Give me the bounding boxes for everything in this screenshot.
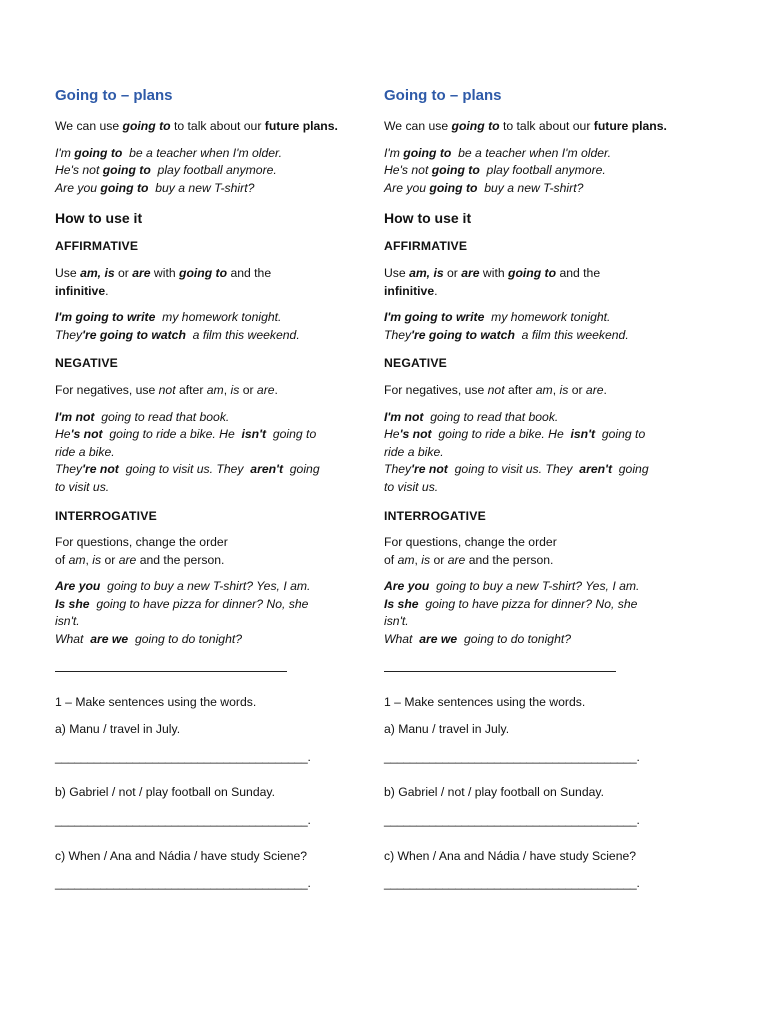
example-sentence: to visit us.	[384, 479, 439, 494]
example-sentence: I'm going to write my homework tonight.	[55, 310, 282, 325]
example-sentence: He's not going to play football anymore.	[55, 163, 277, 178]
example-sentence: isn't.	[55, 614, 80, 629]
example-sentence: They're going to watch a film this weekend.	[384, 327, 629, 342]
exercise-instruction: 1 – Make sentences using the words.	[384, 694, 586, 709]
affirmative-rule: Use am, is or are with going to and the infinitive.	[384, 265, 601, 298]
negative-rule: For negatives, use not after am, is or are.	[384, 382, 607, 397]
negative-rule: For negatives, use not after am, is or are.	[55, 382, 278, 397]
example-sentence: I'm going to be a teacher when I'm older.	[55, 145, 283, 160]
exercise-instruction: 1 – Make sentences using the words.	[55, 694, 257, 709]
answer-blank: _______________________________________.	[55, 749, 311, 764]
intro-examples	[55, 145, 345, 198]
exercise-item: b) Gabriel / not / play football on Sunday.	[384, 785, 604, 800]
section-divider	[55, 671, 287, 672]
affirmative-examples	[55, 309, 345, 344]
section-divider	[384, 671, 616, 672]
example-sentence: They're not going to visit us. They aren't going	[55, 462, 320, 477]
answer-blank: _______________________________________.	[55, 876, 311, 891]
interrogative-examples	[55, 578, 345, 648]
exercise-item: a) Manu / travel in July.	[55, 722, 181, 737]
affirmative-heading: AFFIRMATIVE	[384, 239, 468, 254]
example-sentence: What are we going to do tonight?	[384, 632, 572, 647]
interrogative-rule: For questions, change the order of am, is or are and the person.	[55, 535, 228, 567]
answer-blank: _______________________________________.	[384, 749, 640, 764]
intro-paragraph: We can use going to to talk about our future plans.	[384, 119, 667, 133]
worksheet-title: Going to – plans	[384, 87, 502, 104]
negative-examples	[384, 409, 674, 497]
interrogative-heading: INTERROGATIVE	[384, 508, 486, 523]
affirmative-heading: AFFIRMATIVE	[55, 239, 139, 254]
how-to-heading: How to use it	[384, 210, 472, 227]
example-sentence: I'm not going to read that book.	[55, 409, 230, 424]
worksheet-column-right	[384, 86, 674, 911]
example-sentence: Is she going to have pizza for dinner? No, she	[55, 596, 309, 611]
example-sentence: Are you going to buy a new T-shirt? Yes, I am.	[384, 579, 640, 594]
how-to-heading: How to use it	[55, 210, 143, 227]
answer-blank: _______________________________________.	[55, 813, 311, 828]
example-sentence: I'm not going to read that book.	[384, 409, 559, 424]
affirmative-rule: Use am, is or are with going to and the infinitive.	[55, 265, 272, 298]
example-sentence: Are you going to buy a new T-shirt?	[384, 180, 584, 195]
example-sentence: What are we going to do tonight?	[55, 632, 243, 647]
interrogative-heading: INTERROGATIVE	[55, 508, 157, 523]
example-sentence: I'm going to write my homework tonight.	[384, 310, 611, 325]
interrogative-examples	[384, 578, 674, 648]
exercise-item: c) When / Ana and Nádia / have study Sciene?	[384, 848, 637, 863]
answer-blank: _______________________________________.	[384, 813, 640, 828]
example-sentence: He's not going to play football anymore.	[384, 163, 606, 178]
answer-blank: _______________________________________.	[384, 876, 640, 891]
example-sentence: ride a bike.	[384, 444, 444, 459]
example-sentence: They're going to watch a film this weekend.	[55, 327, 300, 342]
negative-heading: NEGATIVE	[55, 356, 118, 371]
example-sentence: I'm going to be a teacher when I'm older.	[384, 145, 612, 160]
example-sentence: He's not going to ride a bike. He isn't going to	[55, 427, 317, 442]
example-sentence: He's not going to ride a bike. He isn't going to	[384, 427, 646, 442]
example-sentence: Is she going to have pizza for dinner? No, she	[384, 596, 638, 611]
example-sentence: ride a bike.	[55, 444, 115, 459]
exercise-item: a) Manu / travel in July.	[384, 722, 510, 737]
example-sentence: Are you going to buy a new T-shirt?	[55, 180, 255, 195]
example-sentence: Are you going to buy a new T-shirt? Yes, I am.	[55, 579, 311, 594]
example-sentence: They're not going to visit us. They aren't going	[384, 462, 649, 477]
negative-examples	[55, 409, 345, 497]
exercise-item: c) When / Ana and Nádia / have study Sciene?	[55, 848, 308, 863]
exercise-item: b) Gabriel / not / play football on Sunday.	[55, 785, 275, 800]
worksheet-title: Going to – plans	[55, 87, 173, 104]
intro-paragraph: We can use going to to talk about our future plans.	[55, 119, 338, 133]
intro-examples	[384, 145, 674, 198]
example-sentence: isn't.	[384, 614, 409, 629]
negative-heading: NEGATIVE	[384, 356, 447, 371]
worksheet-column-left	[55, 86, 345, 911]
example-sentence: to visit us.	[55, 479, 110, 494]
affirmative-examples	[384, 309, 674, 344]
interrogative-rule: For questions, change the order of am, is or are and the person.	[384, 535, 557, 567]
